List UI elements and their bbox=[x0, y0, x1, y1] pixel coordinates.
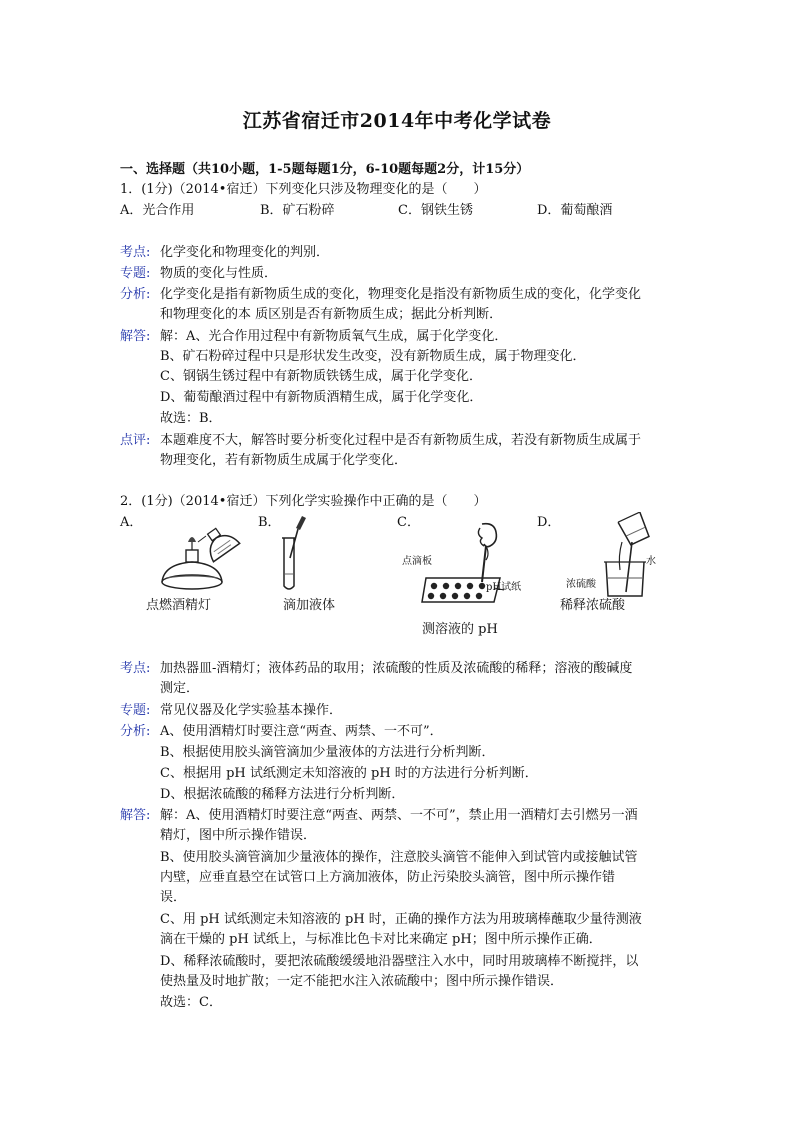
q2-zhuanti: 常见仪器及化学实验基本操作． bbox=[160, 703, 343, 718]
figure-a-alcohol-lamps bbox=[150, 520, 250, 596]
q1-jieda-line: D、葡萄酿酒过程中有新物质酒精生成，属于化学变化． bbox=[160, 390, 483, 405]
q2-jieda-line: B、使用胶头滴管滴加少量液体的操作，注意胶头滴管不能伸入到试管内或接触试管 bbox=[160, 850, 638, 865]
q1-option-a: A．光合作用 bbox=[120, 203, 195, 218]
q2-fenxi-line: D、根据浓硫酸的稀释方法进行分析判断． bbox=[160, 787, 405, 802]
question-1-stem: 1．(1分)（2014•宿迁）下列变化只涉及物理变化的是（ ） bbox=[120, 182, 487, 197]
q2-option-c: C． bbox=[397, 515, 420, 530]
q1-fenxi-label: 分析: bbox=[120, 287, 151, 302]
figure-d-dilution bbox=[596, 512, 662, 598]
q1-option-b: B．矿石粉碎 bbox=[260, 203, 335, 218]
q1-jieda-line: C、钢锅生锈过程中有新物质铁锈生成，属于化学变化． bbox=[160, 369, 482, 384]
figure-c-plate-label: 点滴板 bbox=[402, 556, 432, 567]
section-heading: 一、选择题（共10小题，1-5题每题1分，6-10题每题2分，计15分） bbox=[120, 162, 530, 177]
q1-jieda-line: 故选：B． bbox=[160, 411, 222, 426]
q2-jieda-line: 使热量及时地扩散；一定不能把水注入浓硫酸中；图中所示操作错误． bbox=[160, 974, 564, 989]
q2-jieda-label: 解答: bbox=[120, 808, 151, 823]
q2-option-b: B． bbox=[258, 515, 281, 530]
q1-kaodian: 化学变化和物理变化的判别． bbox=[160, 245, 330, 260]
figure-d-acid-label: 浓硫酸 bbox=[566, 579, 596, 590]
q2-fenxi-line: C、根据用 pH 试纸测定未知溶液的 pH 时的方法进行分析判断． bbox=[160, 766, 538, 781]
q1-zhuanti: 物质的变化与性质． bbox=[160, 266, 278, 281]
figure-c-ph-test bbox=[420, 520, 540, 610]
q1-jieda-line: 解：A、光合作用过程中有新物质氧气生成，属于化学变化． bbox=[160, 329, 508, 344]
figure-a-caption: 点燃酒精灯 bbox=[146, 598, 212, 613]
q1-zhuanti-label: 专题: bbox=[120, 266, 151, 281]
q2-jieda-line: 滴在干燥的 pH 试纸上，与标准比色卡对比来确定 pH；图中所示操作正确． bbox=[160, 932, 602, 947]
q1-option-d: D．葡萄酿酒 bbox=[537, 203, 613, 218]
figure-b-caption: 滴加液体 bbox=[283, 598, 336, 613]
q1-option-c: C．钢铁生锈 bbox=[398, 203, 473, 218]
figure-d-water-label: 水 bbox=[646, 556, 656, 567]
q1-dianping-line: 本题难度不大，解答时要分析变化过程中是否有新物质生成，若没有新物质生成属于 bbox=[160, 433, 642, 448]
figure-c-paper-label: pH试纸 bbox=[486, 582, 522, 593]
q2-jieda-line: 故选：C． bbox=[160, 995, 222, 1010]
q1-fenxi-line: 化学变化是指有新物质生成的变化，物理变化是指没有新物质生成的变化，化学变化 bbox=[160, 287, 642, 302]
q2-kaodian-line: 测定． bbox=[160, 681, 200, 696]
figure-d-caption: 稀释浓硫酸 bbox=[560, 598, 626, 613]
q2-kaodian-label: 考点: bbox=[120, 661, 151, 676]
q1-fenxi-line: 和物理变化的本 质区别是否有新物质生成；据此分析判断． bbox=[160, 307, 503, 322]
question-2-stem: 2．(1分)（2014•宿迁）下列化学实验操作中正确的是（ ） bbox=[120, 494, 487, 509]
q2-option-a: A． bbox=[120, 515, 143, 530]
q2-jieda-line: 精灯，图中所示操作错误． bbox=[160, 828, 317, 843]
q1-jieda-line: B、矿石粉碎过程中只是形状发生改变，没有新物质生成，属于物理变化． bbox=[160, 349, 586, 364]
figure-b-dropper bbox=[278, 514, 318, 594]
q2-fenxi-line: A、使用酒精灯时要注意“两查、两禁、一不可”． bbox=[160, 724, 443, 739]
q2-option-d: D． bbox=[537, 515, 561, 530]
q2-jieda-line: 内壁，应垂直悬空在试管口上方滴加液体，防止污染胶头滴管，图中所示操作错 bbox=[160, 870, 616, 885]
figure-c-caption: 测溶液的 pH bbox=[422, 622, 498, 637]
q2-fenxi-label: 分析: bbox=[120, 724, 151, 739]
q1-kaodian-label: 考点: bbox=[120, 245, 151, 260]
q1-jieda-label: 解答: bbox=[120, 329, 151, 344]
q2-zhuanti-label: 专题: bbox=[120, 703, 151, 718]
q1-dianping-label: 点评: bbox=[120, 433, 151, 448]
q2-jieda-line: D、稀释浓硫酸时，要把浓硫酸缓缓地沿器壁注入水中，同时用玻璃棒不断搅拌，以 bbox=[160, 954, 639, 969]
q2-jieda-line: C、用 pH 试纸测定未知溶液的 pH 时，正确的操作方法为用玻璃棒蘸取少量待测液 bbox=[160, 912, 642, 927]
q2-fenxi-line: B、根据使用胶头滴管滴加少量液体的方法进行分析判断． bbox=[160, 745, 495, 760]
page-title: 江苏省宿迁市2014年中考化学试卷 bbox=[242, 110, 552, 132]
q2-jieda-line: 误． bbox=[160, 890, 187, 905]
q2-kaodian-line: 加热器皿-酒精灯；液体药品的取用；浓硫酸的性质及浓硫酸的稀释；溶液的酸碱度 bbox=[160, 661, 633, 676]
q1-dianping-line: 物理变化，若有新物质生成属于化学变化． bbox=[160, 453, 408, 468]
q2-jieda-line: 解：A、使用酒精灯时要注意“两查、两禁、一不可”，禁止用一酒精灯去引燃另一酒 bbox=[160, 808, 638, 823]
